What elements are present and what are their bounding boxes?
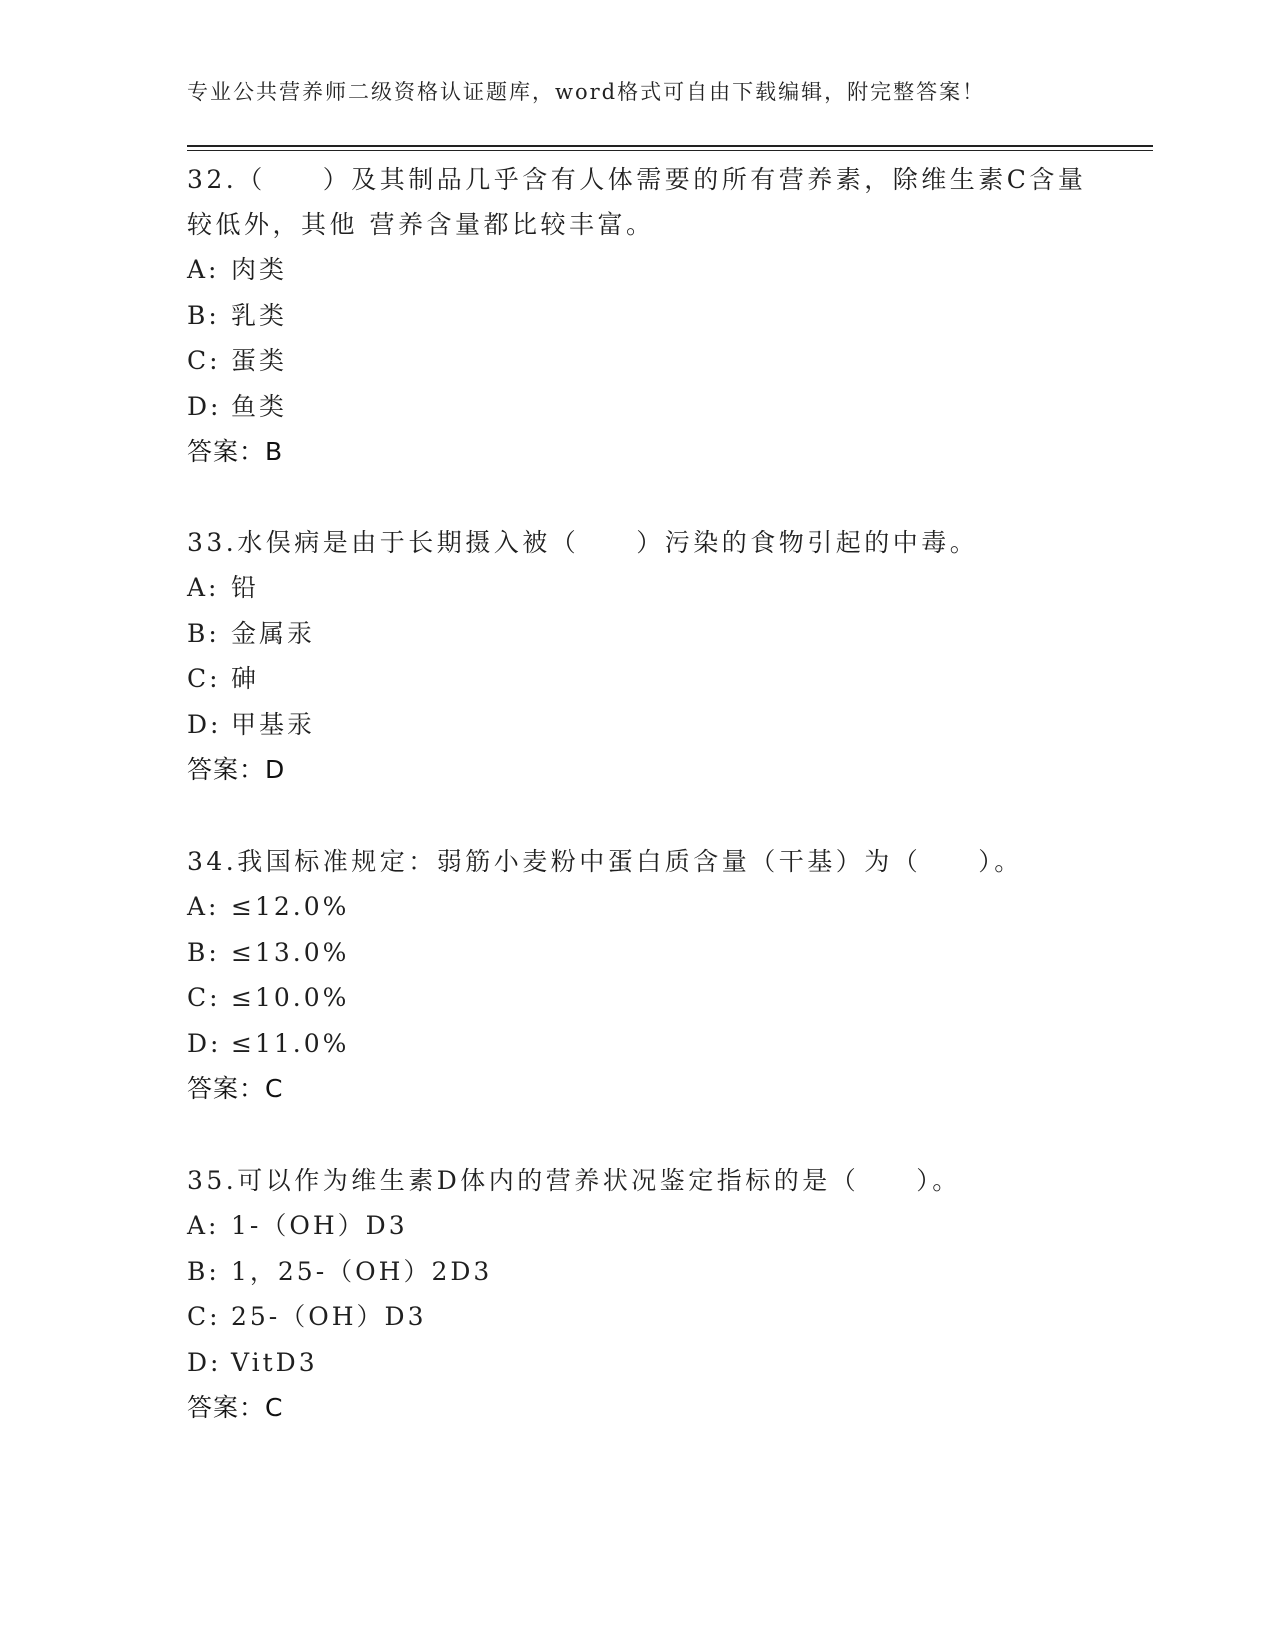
option-text: 乳类 — [231, 300, 288, 330]
option-a — [187, 884, 1107, 930]
option-c — [187, 656, 1107, 702]
option-text: 甲基汞 — [231, 709, 316, 739]
option-text: 25-（OH）D3 — [231, 1302, 427, 1331]
option-d — [187, 1340, 1107, 1386]
question-stem: 35.可以作为维生素D体内的营养状况鉴定指标的是（ ）。 — [187, 1166, 961, 1195]
answer-line: 答案：B — [187, 437, 284, 466]
option-c — [187, 1294, 1107, 1340]
option-text: 1，25-（OH）2D3 — [231, 1256, 493, 1286]
answer-line: 答案：C — [187, 1393, 284, 1422]
option-b — [187, 1249, 1107, 1295]
option-text: 鱼类 — [231, 391, 288, 421]
question-33 — [187, 520, 1107, 793]
question-35 — [187, 1158, 1107, 1431]
answer-line: 答案：D — [187, 755, 286, 784]
option-text: ≤10.0% — [231, 983, 350, 1012]
option-key: D: — [187, 391, 222, 421]
option-key: D: — [187, 1347, 222, 1377]
option-key: C: — [187, 664, 221, 693]
option-key: A: — [187, 892, 220, 921]
option-key: C: — [187, 346, 221, 375]
option-text: 金属汞 — [231, 618, 316, 648]
option-key: B: — [187, 618, 220, 648]
question-34 — [187, 839, 1107, 1112]
option-key: B: — [187, 937, 220, 967]
option-b — [187, 930, 1107, 976]
question-stem: 34.我国标准规定：弱筋小麦粉中蛋白质含量（干基）为（ ）。 — [187, 847, 1023, 876]
option-text: 铅 — [231, 573, 260, 602]
option-text: VitD3 — [231, 1347, 318, 1377]
question-stem: 32.（ ）及其制品几乎含有人体需要的所有营养素，除维生素C含量较低外，其他 营养含量都比较丰富。 — [187, 165, 1087, 239]
option-key: A: — [187, 573, 220, 602]
option-key: C: — [187, 983, 221, 1012]
option-a — [187, 1203, 1107, 1249]
question-32 — [187, 157, 1107, 475]
option-text: ≤11.0% — [231, 1028, 350, 1058]
option-d — [187, 1021, 1107, 1067]
option-c — [187, 975, 1107, 1021]
option-key: C: — [187, 1302, 221, 1331]
option-text: ≤12.0% — [231, 892, 350, 921]
option-key: D: — [187, 709, 222, 739]
header-divider-thick — [187, 145, 1153, 147]
answer-line: 答案：C — [187, 1074, 284, 1103]
option-text: 砷 — [231, 664, 260, 693]
page-header: 专业公共营养师二级资格认证题库，word格式可自由下载编辑，附完整答案！ — [187, 80, 986, 104]
option-a — [187, 247, 1107, 293]
option-text: 蛋类 — [231, 346, 288, 375]
header-divider-thin — [187, 150, 1153, 151]
option-b — [187, 293, 1107, 339]
option-b — [187, 611, 1107, 657]
option-text: ≤13.0% — [231, 937, 350, 967]
option-key: A: — [187, 255, 220, 284]
option-key: A: — [187, 1211, 220, 1240]
option-key: B: — [187, 1256, 220, 1286]
option-a — [187, 565, 1107, 611]
question-stem: 33.水俣病是由于长期摄入被（ ）污染的食物引起的中毒。 — [187, 528, 979, 557]
option-c — [187, 338, 1107, 384]
option-d — [187, 702, 1107, 748]
option-key: D: — [187, 1028, 222, 1058]
option-d — [187, 384, 1107, 430]
option-text: 1-（OH）D3 — [231, 1211, 408, 1240]
option-text: 肉类 — [231, 255, 288, 284]
option-key: B: — [187, 300, 220, 330]
